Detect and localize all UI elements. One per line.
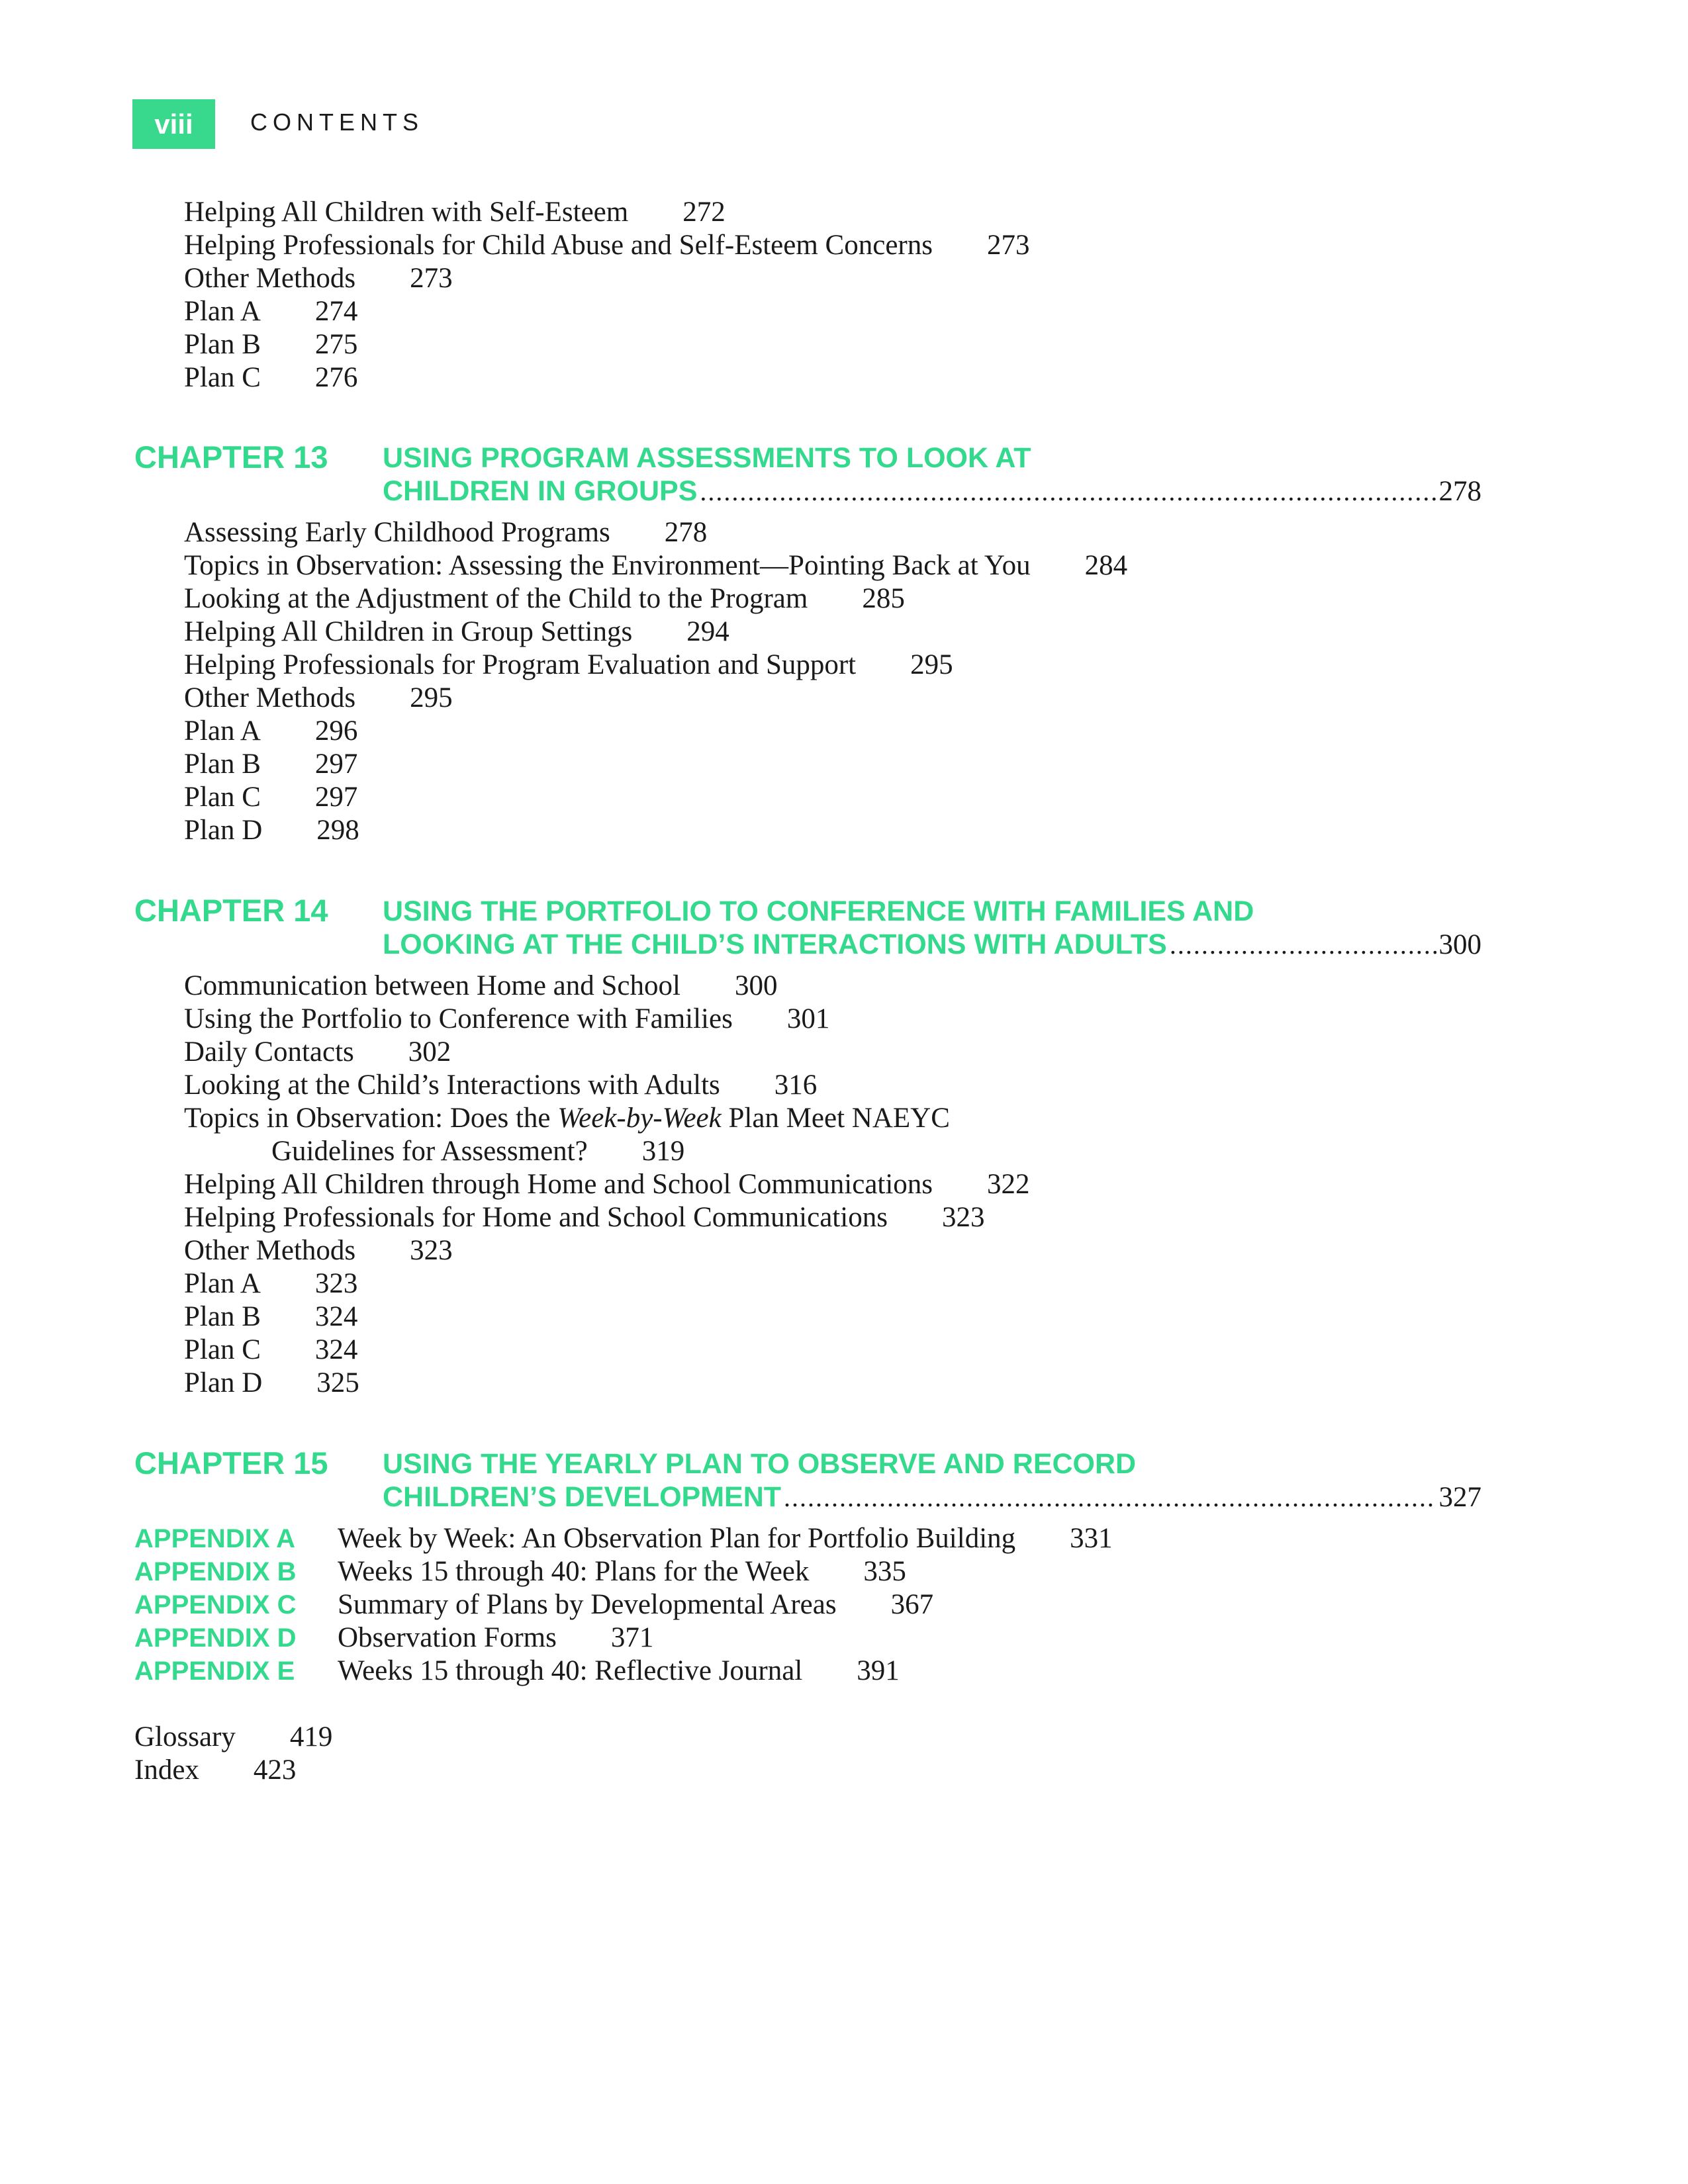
chapter-13-title-line2[interactable]: CHILDREN IN GROUPS ..... 278 <box>383 475 1481 509</box>
appendix-b-label: APPENDIX B <box>134 1557 297 1586</box>
toc-entry[interactable]: Helping Professionals for Program Evaluation and Support 295 <box>184 649 953 680</box>
chapter-14-label: CHAPTER 14 <box>134 893 328 928</box>
chapter-13-label: CHAPTER 13 <box>134 439 328 475</box>
chapter-15-title-line1[interactable]: USING THE YEARLY PLAN TO OBSERVE AND RECORD <box>383 1448 1137 1480</box>
appendix-c-entry[interactable]: Summary of Plans by Developmental Areas 367 <box>338 1589 934 1620</box>
toc-entry[interactable]: Assessing Early Childhood Programs 278 <box>184 517 708 548</box>
toc-entry[interactable]: Topics in Observation: Does the Week-by-Week Plan Meet NAEYC <box>184 1103 950 1134</box>
toc-entry[interactable]: Helping Professionals for Home and School Communications 323 <box>184 1202 985 1233</box>
toc-entry[interactable]: Daily Contacts 302 <box>184 1036 451 1068</box>
toc-entry[interactable]: Plan B 297 <box>184 749 358 780</box>
toc-entry[interactable]: Helping Professionals for Child Abuse and Self-Esteem Concerns 273 <box>184 230 1030 261</box>
toc-entry[interactable]: Other Methods 295 <box>184 682 453 713</box>
chapter-14-title-line2[interactable]: LOOKING AT THE CHILD’S INTERACTIONS WITH ADULTS ..... 300 <box>383 928 1481 962</box>
chapter-13-title-line1[interactable]: USING PROGRAM ASSESSMENTS TO LOOK AT <box>383 442 1031 474</box>
appendix-b-entry[interactable]: Weeks 15 through 40: Plans for the Week 335 <box>338 1556 906 1587</box>
appendix-d-entry[interactable]: Observation Forms 371 <box>338 1622 654 1653</box>
appendix-c-label: APPENDIX C <box>134 1590 297 1619</box>
chapter-15-label: CHAPTER 15 <box>134 1445 328 1480</box>
toc-entry[interactable]: Helping All Children with Self-Esteem 272 <box>184 197 726 228</box>
toc-entry[interactable]: Other Methods 323 <box>184 1235 453 1266</box>
toc-entry[interactable]: Plan D 325 <box>184 1367 359 1398</box>
toc-entry[interactable]: Communication between Home and School 300 <box>184 970 778 1001</box>
toc-entry[interactable]: Looking at the Child’s Interactions with Adults 316 <box>184 1069 818 1101</box>
toc-entry[interactable]: Plan D 298 <box>184 815 359 846</box>
toc-entry[interactable]: Topics in Observation: Assessing the Environment—Pointing Back at You 284 <box>184 550 1128 581</box>
running-head: CONTENTS <box>250 109 424 136</box>
chapter-14-title-line1[interactable]: USING THE PORTFOLIO TO CONFERENCE WITH FAMILIES AND <box>383 895 1254 927</box>
appendix-a-label: APPENDIX A <box>134 1524 296 1553</box>
glossary-entry[interactable]: Glossary 419 <box>134 1721 333 1752</box>
toc-entry[interactable]: Plan C 324 <box>184 1334 358 1365</box>
toc-entry[interactable]: Helping All Children through Home and School Communications 322 <box>184 1169 1030 1200</box>
chapter-15-title-line2[interactable]: CHILDREN’S DEVELOPMENT ..... 327 <box>383 1480 1481 1515</box>
toc-entry[interactable]: Plan C 297 <box>184 782 358 813</box>
toc-entry[interactable]: Plan A 274 <box>184 296 358 327</box>
toc-entry[interactable]: Plan A 323 <box>184 1268 358 1299</box>
toc-entry[interactable]: Plan B 324 <box>184 1301 358 1332</box>
toc-entry-continuation[interactable]: Guidelines for Assessment? 319 <box>271 1136 685 1167</box>
toc-entry[interactable]: Looking at the Adjustment of the Child to the Program 285 <box>184 583 905 614</box>
appendix-a-entry[interactable]: Week by Week: An Observation Plan for Portfolio Building 331 <box>338 1523 1113 1554</box>
page-number-badge: viii <box>132 99 215 149</box>
index-entry[interactable]: Index 423 <box>134 1754 297 1786</box>
toc-entry[interactable]: Helping All Children in Group Settings 294 <box>184 616 729 647</box>
appendix-e-entry[interactable]: Weeks 15 through 40: Reflective Journal 391 <box>338 1655 900 1686</box>
toc-entry[interactable]: Plan B 275 <box>184 329 358 360</box>
toc-entry[interactable]: Other Methods 273 <box>184 263 453 294</box>
toc-entry[interactable]: Plan C 276 <box>184 362 358 393</box>
toc-entry[interactable]: Using the Portfolio to Conference with Families 301 <box>184 1003 830 1034</box>
toc-entry[interactable]: Plan A 296 <box>184 715 358 747</box>
appendix-e-label: APPENDIX E <box>134 1657 295 1686</box>
appendix-d-label: APPENDIX D <box>134 1623 297 1653</box>
